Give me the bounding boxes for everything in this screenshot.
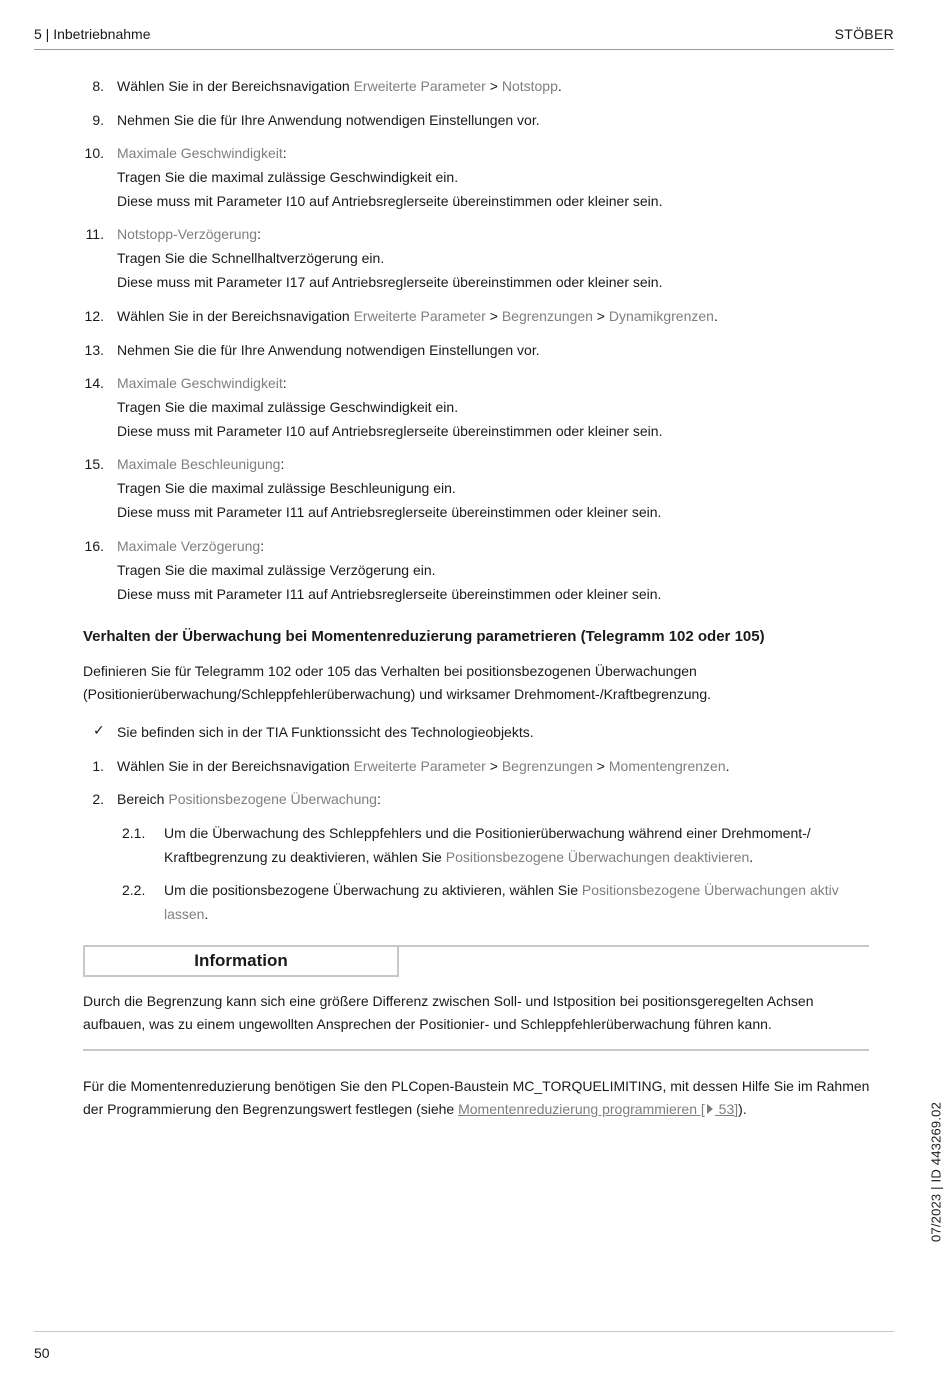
punct: ).: [738, 1101, 747, 1117]
substep-text: Kraftbegrenzung zu deaktivieren, wählen Sie: [164, 849, 446, 865]
step-text: Nehmen Sie die für Ihre Anwendung notwendigen Einstellungen vor.: [117, 342, 540, 358]
intro-line: (Positionierüberwachung/Schleppfehlerüberwachung) und wirksamer Drehmoment-/Kraftbegrenzung.: [83, 686, 711, 702]
footer-divider: [34, 1331, 894, 1332]
punct: :: [376, 791, 381, 807]
ui-path-item: Erweiterte Parameter: [353, 758, 486, 774]
step-line: Tragen Sie die maximal zulässige Geschwindigkeit ein.: [117, 169, 459, 185]
substep-number: 2.2.: [122, 882, 146, 898]
step-text: Nehmen Sie die für Ihre Anwendung notwendigen Einstellungen vor.: [117, 112, 540, 128]
path-separator: >: [592, 758, 609, 774]
triangle-right-icon: [707, 1104, 713, 1114]
parameter-label: Maximale Geschwindigkeit: [117, 145, 283, 161]
step-line: Diese muss mit Parameter I11 auf Antriebsreglerseite übereinstimmen oder kleiner sein.: [117, 586, 662, 602]
intro-line: Definieren Sie für Telegramm 102 oder 105 das Verhalten bei positionsbezogenen Überwachungen: [83, 663, 697, 679]
document-id: 07/2023 | ID 443269.02: [928, 1101, 944, 1243]
info-text: [83, 990, 883, 1036]
step-line: Tragen Sie die Schnellhaltverzögerung ein.: [117, 250, 385, 266]
header-brand: STÖBER: [834, 26, 894, 42]
step-text: Wählen Sie in der Bereichsnavigation: [117, 78, 354, 94]
step-number: 10.: [84, 145, 104, 161]
step-number: 14.: [84, 375, 104, 391]
step-text: Wählen Sie in der Bereichsnavigation: [117, 758, 354, 774]
step-number: 8.: [92, 78, 104, 94]
substep-number: 2.1.: [122, 825, 146, 841]
step-number: 15.: [84, 456, 104, 472]
step-number: 2.: [92, 791, 104, 807]
ui-option-label: Positionsbezogene Überwachungen aktiv: [581, 882, 839, 898]
punct: .: [713, 308, 718, 324]
step-number: 9.: [92, 112, 104, 128]
substep-line: Um die Überwachung des Schleppfehlers und die Positionierüberwachung während einer Drehmoment-/: [164, 825, 811, 841]
step-text: Wählen Sie in der Bereichsnavigation: [117, 308, 354, 324]
info-line: aufbauen, was zu einem ungewollten Ansprechen der Positionier- und Schleppfehlerüberwachung führen kann.: [83, 1016, 772, 1032]
ui-path-item: Momentengrenzen: [608, 758, 726, 774]
substep-text: Um die positionsbezogene Überwachung zu aktivieren, wählen Sie: [164, 882, 582, 898]
step-line: Diese muss mit Parameter I10 auf Antriebsreglerseite übereinstimmen oder kleiner sein.: [117, 423, 663, 439]
punct: .: [725, 758, 730, 774]
ui-option-label: Positionsbezogene Überwachungen deaktivieren: [445, 849, 750, 865]
info-title-box: Information: [83, 946, 399, 977]
ui-option-label: lassen: [164, 906, 205, 922]
header-divider: [34, 49, 894, 50]
ui-path-item: Dynamikgrenzen: [608, 308, 714, 324]
step-line: Tragen Sie die maximal zulässige Geschwindigkeit ein.: [117, 399, 459, 415]
step-number: 11.: [85, 226, 104, 242]
parameter-label: Maximale Beschleunigung: [117, 456, 281, 472]
ui-path-item: Notstopp: [501, 78, 558, 94]
parameter-label: Maximale Verzögerung: [117, 538, 261, 554]
ui-path-item: Begrenzungen: [501, 308, 593, 324]
page-number: 50: [34, 1345, 50, 1361]
step-text: Bereich: [117, 791, 169, 807]
punct: .: [204, 906, 209, 922]
ui-path-item: Begrenzungen: [501, 758, 593, 774]
closing-line: Für die Momentenreduzierung benötigen Sie den PLCopen-Baustein MC_TORQUELIMITING, mit dessen Hilfe Sie im Rahmen: [83, 1078, 870, 1094]
step-line: Tragen Sie die maximal zulässige Verzögerung ein.: [117, 562, 436, 578]
section-heading: Verhalten der Überwachung bei Momentenreduzierung parametrieren (Telegramm 102 oder 105): [83, 628, 765, 645]
ui-path-item: Erweiterte Parameter: [353, 308, 486, 324]
step-line: Diese muss mit Parameter I10 auf Antriebsreglerseite übereinstimmen oder kleiner sein.: [117, 193, 663, 209]
info-line: Durch die Begrenzung kann sich eine größere Differenz zwischen Soll- und Istposition bei positionsgeregelten Achsen: [83, 993, 814, 1009]
punct: .: [749, 849, 754, 865]
ui-section-label: Positionsbezogene Überwachung: [168, 791, 377, 807]
step-number: 16.: [84, 538, 104, 554]
path-separator: >: [485, 308, 502, 324]
step-line: Diese muss mit Parameter I17 auf Antriebsreglerseite übereinstimmen oder kleiner sein.: [117, 274, 663, 290]
path-separator: >: [485, 78, 502, 94]
step-number: 13.: [84, 342, 104, 358]
section-intro: [83, 660, 883, 706]
step-line: Tragen Sie die maximal zulässige Beschleunigung ein.: [117, 480, 456, 496]
prerequisite-text: Sie befinden sich in der TIA Funktionssicht des Technologieobjekts.: [117, 724, 534, 740]
closing-text: der Programmierung den Begrenzungswert festlegen (siehe: [83, 1101, 459, 1117]
info-bottom-rule: [83, 1049, 869, 1051]
step-number: 1.: [92, 758, 104, 774]
path-separator: >: [592, 308, 609, 324]
cross-reference-link[interactable]: Momentenreduzierung programmieren [ 53]: [458, 1101, 739, 1117]
ui-path-item: Erweiterte Parameter: [353, 78, 486, 94]
punct: .: [557, 78, 562, 94]
step-line: Diese muss mit Parameter I11 auf Antriebsreglerseite übereinstimmen oder kleiner sein.: [117, 504, 662, 520]
path-separator: >: [485, 758, 502, 774]
header-chapter: 5 | Inbetriebnahme: [34, 26, 151, 42]
step-number: 12.: [84, 308, 104, 324]
checkmark-icon: ✓: [93, 722, 105, 738]
parameter-label: Maximale Geschwindigkeit: [117, 375, 283, 391]
closing-paragraph: [83, 1075, 883, 1121]
parameter-label: Notstopp-Verzögerung: [117, 226, 258, 242]
